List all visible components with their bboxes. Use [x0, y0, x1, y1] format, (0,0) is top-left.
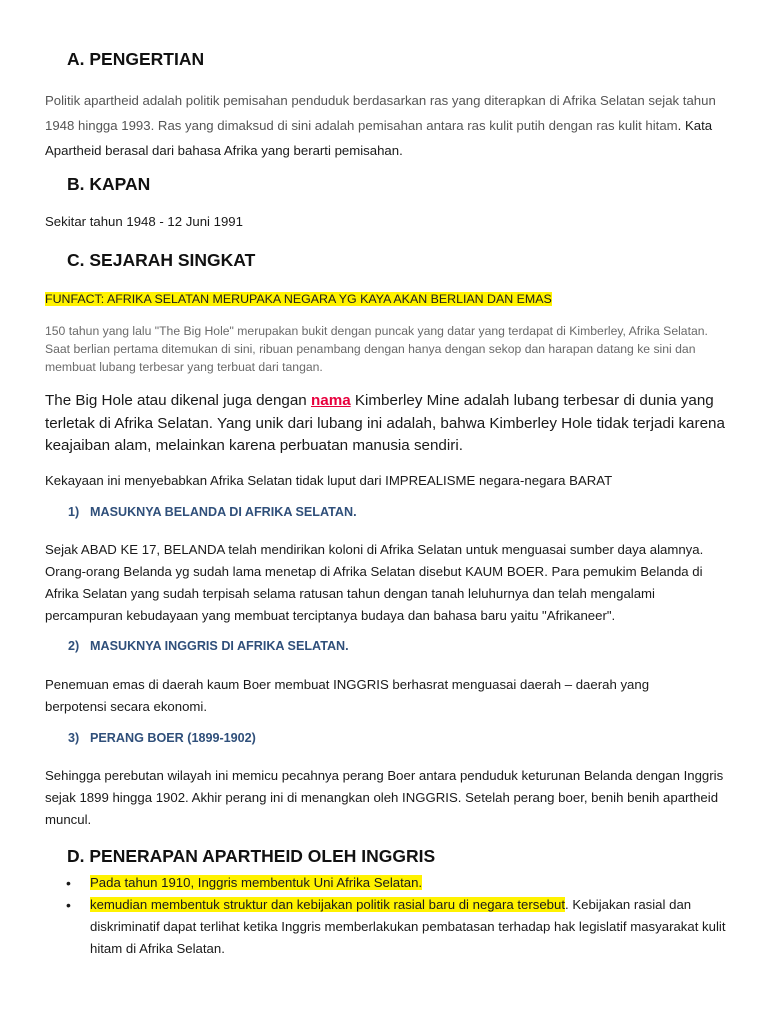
para-big-hole-intro: 150 tahun yang lalu "The Big Hole" merupakan bukit dengan puncak yang datar yang terdapat di Kimberley, Afrika Selatan. Saat berlian pertama ditemukan di sini, ribuan penambang dengan hanya dengan sekop dan harapan datang ke sini dan membuat lubang terbesar yang terbuat dari tangan.: [45, 324, 708, 374]
heading-penerapan-apartheid: D. PENERAPAN APARTHEID OLEH INGGRIS: [67, 846, 436, 866]
big-hole-text-1: The Big Hole atau dikenal juga dengan: [45, 392, 311, 409]
para-pengertian-etymology: . Kata Apartheid berasal dari bahasa Afrika yang berarti pemisahan.: [45, 118, 713, 158]
para-pengertian-definition: Politik apartheid adalah politik pemisahan penduduk berdasarkan ras yang diterapkan di Afrika Selatan sejak tahun 1948 hingga 1993. Ras yang dimaksud di sini adalah pemisahan antara ras kulit putih dengan ras kulit hitam: [45, 93, 716, 133]
heading-pengertian: A. PENGERTIAN: [67, 49, 205, 69]
bullet-item-2: [66, 894, 726, 960]
funfact-highlight: FUNFACT: AFRIKA SELATAN MERUPAKA NEGARA YG KAYA AKAN BERLIAN DAN EMAS: [45, 292, 552, 306]
bullet-2-highlight: kemudian membentuk struktur dan kebijakan politik rasial baru di negara tersebut: [90, 897, 566, 912]
heading-sejarah-singkat: C. SEJARAH SINGKAT: [67, 250, 256, 270]
para-belanda: Sejak ABAD KE 17, BELANDA telah mendirikan koloni di Afrika Selatan untuk menguasai sumber daya alamnya. Orang-orang Belanda yg sudah lama menetap di Afrika Selatan disebut KAUM BOER. Para pemukim Belanda di Afrika Selatan yang sudah terpisah selama ratusan tahun dengan tanah leluhurnya dan telah mengalami percampuran kebudayaan yang membuat terciptanya budaya dan bahasa baru yaitu "Afrikaneer".: [45, 542, 704, 623]
big-hole-text-2: Kimberley Mine adalah lubang terbesar di dunia yang terletak di Afrika Selatan. Yang unik dari lubang ini adalah, bahwa Kimberley Hole tidak terjadi karena keajaiban alam, melainkan karena perbuatan manusia sendiri.: [45, 392, 725, 454]
subheading-text: MASUKNYA BELANDA DI AFRIKA SELATAN.: [90, 505, 357, 519]
para-kapan: Sekitar tahun 1948 - 12 Juni 1991: [45, 214, 243, 229]
subheading-number: 3): [68, 731, 80, 745]
heading-kapan: B. KAPAN: [67, 174, 151, 194]
para-inggris: Penemuan emas di daerah kaum Boer membuat INGGRIS berhasrat menguasai daerah – daerah yang berpotensi secara ekonomi.: [45, 677, 650, 714]
para-pengertian: [45, 88, 735, 163]
subheading-number: 1): [68, 505, 80, 519]
subheading-belanda: [68, 505, 357, 519]
subheading-perang-boer: [68, 731, 256, 745]
subheading-text: PERANG BOER (1899-1902): [90, 731, 256, 745]
subheading-number: 2): [68, 639, 80, 653]
funfact-line: [45, 288, 725, 310]
subheading-inggris: [68, 639, 349, 653]
nama-link[interactable]: nama: [310, 392, 351, 409]
bullet-1-text: Pada tahun 1910, Inggris membentuk Uni Afrika Selatan.: [90, 875, 423, 890]
bullet-2-text: . Kebijakan rasial dan diskriminatif dapat terlihat ketika Inggris memberlakukan pembatasan terhadap hak legislatif masyarakat kulit hitam di Afrika Selatan.: [90, 897, 726, 956]
para-kekayaan: Kekayaan ini menyebabkan Afrika Selatan tidak luput dari IMPREALISME negara-negara BARAT: [45, 473, 613, 488]
bullet-item-1: [66, 872, 726, 894]
bullet-icon: •: [66, 897, 71, 913]
subheading-text: MASUKNYA INGGRIS DI AFRIKA SELATAN.: [90, 639, 349, 653]
bullet-icon: •: [66, 875, 71, 891]
para-perang-boer: Sehingga perebutan wilayah ini memicu pecahnya perang Boer antara penduduk keturunan Belanda dengan Inggris sejak 1899 hingga 1902. Akhir perang ini di menangkan oleh INGGRIS. Setelah perang boer, benih benih apartheid muncul.: [45, 768, 724, 827]
para-big-hole: [45, 390, 725, 458]
